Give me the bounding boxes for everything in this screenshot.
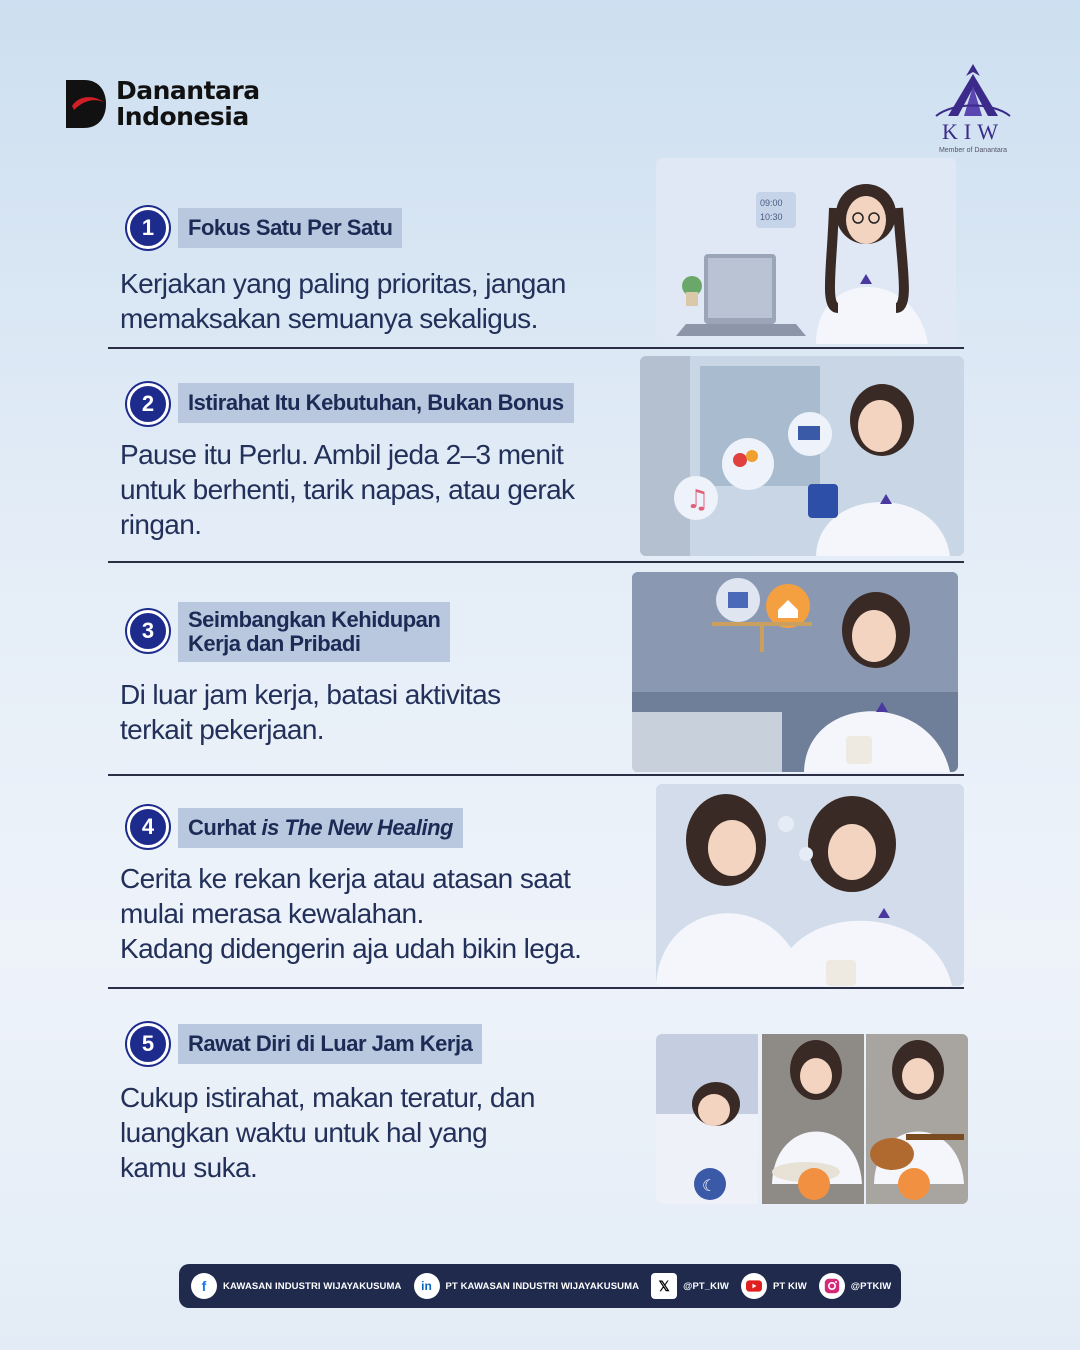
- tip-5-title: Rawat Diri di Luar Jam Kerja: [178, 1024, 482, 1064]
- brand-line-2: Indonesia: [116, 102, 249, 131]
- tip-1-title: Fokus Satu Per Satu: [178, 208, 402, 248]
- tip-2-desc: Pause itu Perlu. Ambil jeda 2–3 menit untuk berhenti, tarik napas, atau gerak ringan.: [120, 439, 575, 540]
- moon-icon: ☾: [702, 1176, 717, 1195]
- footer-x[interactable]: 𝕏 @PT_KIW: [651, 1273, 729, 1299]
- footer-youtube[interactable]: PT KIW: [741, 1273, 807, 1299]
- tip-3-illustration: [632, 572, 958, 772]
- brand-line-1: Danantara: [116, 76, 260, 105]
- footer-linkedin[interactable]: in PT KAWASAN INDUSTRI WIJAYAKUSUMA: [414, 1273, 640, 1299]
- social-footer: [179, 1264, 901, 1308]
- svg-text:♫: ♫: [686, 485, 710, 515]
- tip-5-illustration: [656, 1034, 968, 1204]
- danantara-mark-icon: [64, 78, 108, 130]
- tip-3-desc: Di luar jam kerja, batasi aktivitas terkait pekerjaan.: [120, 679, 501, 745]
- divider-4: [108, 987, 964, 989]
- kiw-wordmark: KIW: [942, 119, 1004, 144]
- divider-2: [108, 561, 964, 563]
- divider-3: [108, 774, 964, 776]
- tip-2-number: 2: [127, 383, 169, 425]
- tip-5-desc: Cukup istirahat, makan teratur, dan luangkan waktu untuk hal yang kamu suka.: [120, 1082, 535, 1183]
- tip-4-title: Curhat is The New Healing: [178, 808, 463, 848]
- tip-2-illustration: [640, 356, 964, 556]
- danantara-logo: [64, 78, 260, 130]
- tip-2-title: Istirahat Itu Kebutuhan, Bukan Bonus: [178, 383, 574, 423]
- clock-label-1: 09:00: [760, 198, 783, 208]
- footer-facebook[interactable]: f KAWASAN INDUSTRI WIJAYAKUSUMA: [191, 1273, 402, 1299]
- divider-1: [108, 347, 964, 349]
- kiw-emblem-icon: [928, 62, 1018, 118]
- instagram-icon: [819, 1273, 845, 1299]
- tip-4-illustration: [656, 784, 964, 986]
- kiw-logo: [928, 62, 1018, 154]
- footer-instagram[interactable]: @PTKIW: [819, 1273, 891, 1299]
- facebook-icon: f: [191, 1273, 217, 1299]
- youtube-icon: [741, 1273, 767, 1299]
- member-of-text: Member of Danantara: [938, 147, 1008, 154]
- x-icon: 𝕏: [651, 1273, 677, 1299]
- tip-1-illustration: [656, 158, 956, 344]
- clock-label-2: 10:30: [760, 212, 783, 222]
- tip-1-number: 1: [127, 207, 169, 249]
- tip-5-number: 5: [127, 1023, 169, 1065]
- tip-3-title: Seimbangkan Kehidupan Kerja dan Pribadi: [178, 602, 450, 662]
- linkedin-icon: in: [414, 1273, 440, 1299]
- tip-3-number: 3: [127, 610, 169, 652]
- tip-4-desc: Cerita ke rekan kerja atau atasan saat mulai merasa kewalahan. Kadang didengerin aja udah bikin lega.: [120, 863, 582, 964]
- tip-1-desc: Kerjakan yang paling prioritas, jangan memaksakan semuanya sekaligus.: [120, 268, 566, 334]
- tip-4-number: 4: [127, 806, 169, 848]
